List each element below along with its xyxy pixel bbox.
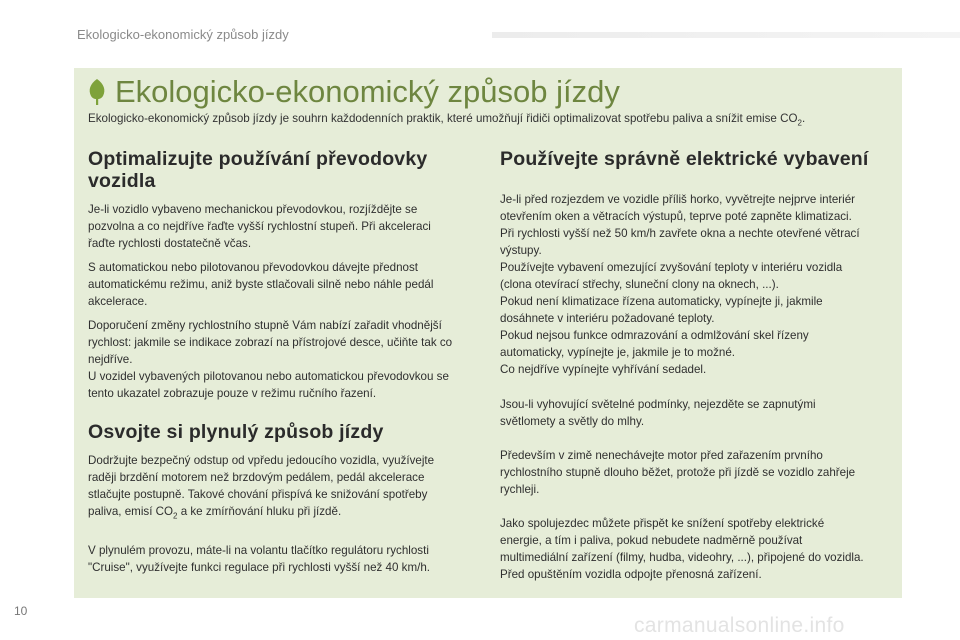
subscript: 2 — [173, 511, 178, 521]
paragraph — [88, 542, 480, 576]
text-line: Jsou-li vyhovující světelné podmínky, nejezděte se zapnutými — [500, 398, 816, 411]
text-line: paliva, emisí CO — [88, 505, 174, 518]
paragraph — [88, 317, 480, 402]
text-line: (clona otevírací střechy, sluneční clony na oknech, ...). — [500, 278, 779, 291]
paragraph — [88, 201, 480, 252]
text-line: Co nejdříve vypínejte vyhřívání sedadel. — [500, 363, 707, 376]
paragraph — [88, 452, 480, 524]
heading-gearbox — [88, 148, 480, 192]
header-rule — [492, 32, 960, 38]
text-line: otevřením oken a větracích výstupů, teprve poté zapněte klimatizaci. — [500, 210, 852, 223]
text-line: rychleji. — [500, 483, 540, 496]
intro-end: . — [801, 112, 806, 125]
intro-text: Ekologicko-ekonomický způsob jízdy je souhrn každodenních praktik, které umožňují řidiči optimalizovat spotřebu paliva a snížit emise CO — [88, 112, 798, 125]
text-line: řaďte rychlosti dostatečně včas. — [88, 237, 252, 250]
paragraph — [500, 515, 888, 583]
text-line: stlačujte postupně. Takové chování přispívá ke snižování spotřeby — [88, 488, 428, 501]
text-line: multimediální zařízení (filmy, hudba, videohry, ...), připojené do vozidla. — [500, 551, 864, 564]
text-line: Jako spolujezdec můžete přispět ke snížení spotřeby elektrické — [500, 517, 825, 530]
running-header: Ekologicko-ekonomický způsob jízdy — [77, 27, 289, 42]
text-line: Doporučení změny rychlostního stupně Vám nabízí zařadit vhodnější — [88, 319, 442, 332]
intro-paragraph — [88, 112, 888, 127]
right-column — [500, 148, 888, 583]
text-line: výstupy. — [500, 244, 542, 257]
text-line: Především v zimě nenechávejte motor před zařazením prvního — [500, 449, 823, 462]
text-line: rychlost: jakmile se indikace zobrazí na přístrojové desce, učiňte tak co — [88, 336, 453, 349]
text-line: energie, a tím i paliva, pokud nebudete nadměrně používat — [500, 534, 803, 547]
page-number: 10 — [14, 604, 28, 618]
leaf-icon — [86, 78, 108, 106]
text-line: V plynulém provozu, máte-li na volantu tlačítko regulátoru rychlosti — [88, 544, 429, 558]
text-line: U vozidel vybavených pilotovanou nebo automatickou převodovkou se — [88, 370, 449, 383]
text-line: pozvolna a co nejdříve řaďte vyšší rychlostní stupeň. Při akceleraci — [88, 220, 431, 233]
text-line: akcelerace. — [88, 295, 148, 308]
text-line: Pokud nejsou funkce odmrazování a odmlžování skel řízeny — [500, 329, 809, 342]
text-line: S automatickou nebo pilotovanou převodovkou dávejte přednost — [88, 261, 419, 274]
text-line: Používejte vybavení omezující zvyšování teploty v interiéru vozidla — [500, 261, 843, 274]
text-line: Je-li vozidlo vybaveno mechanickou převodovkou, rozjíždějte se — [88, 203, 418, 216]
text-line: automaticky, vypínejte je, jakmile je to možné. — [500, 346, 735, 359]
heading-smooth-driving: Osvojte si plynulý způsob jízdy — [88, 421, 384, 443]
heading-gearbox-line2: vozidla — [88, 170, 156, 192]
heading-gearbox-line1: Optimalizujte používání převodovky — [88, 148, 428, 170]
text-line: Před opuštěním vozidla odpojte přenosná zařízení. — [500, 568, 762, 581]
text-line: světlomety a světly do mlhy. — [500, 415, 645, 428]
text-line: dosáhnete v interiéru požadované teploty. — [500, 312, 715, 325]
page-title — [86, 74, 620, 110]
text-line: rychlostního stupně dlouho běžet, protože při jízdě se vozidlo zahřeje — [500, 466, 856, 479]
text-line: a ke zmírňování hluku při jízdě. — [177, 505, 342, 518]
left-column — [88, 148, 480, 576]
text-line: automatickému režimu, aniž byste stlačovali silně nebo náhle pedál — [88, 278, 434, 291]
intro-sub: 2 — [797, 118, 802, 128]
text-line: nejdříve. — [88, 353, 133, 366]
page-title-text: Ekologicko-ekonomický způsob jízdy — [115, 74, 620, 109]
paragraph — [500, 396, 888, 430]
text-line: Dodržujte bezpečný odstup od vpředu jedoucího vozidla, využívejte — [88, 454, 435, 467]
text-line: Je-li před rozjezdem ve vozidle příliš horko, vyvětrejte nejprve interiér — [500, 193, 856, 206]
text-line: tento ukazatel zobrazuje pouze v režimu ručního řazení. — [88, 387, 377, 400]
heading-electrical: Používejte správně elektrické vybavení — [500, 148, 869, 170]
text-line: raději brzdění motorem než brzdovým pedálem, pedál akcelerace — [88, 471, 425, 484]
watermark: carmanualsonline.info — [634, 614, 845, 637]
paragraph — [88, 259, 480, 310]
paragraph — [500, 191, 888, 378]
text-line: Pokud není klimatizace řízena automaticky, vypínejte ji, jakmile — [500, 295, 823, 308]
paragraph — [500, 447, 888, 498]
text-line: Při rychlosti vyšší než 50 km/h zavřete okna a nechte otevřené větrací — [500, 227, 860, 240]
text-line: "Cruise", využívejte funkci regulace při rychlosti vyšší než 40 km/h. — [88, 561, 430, 575]
